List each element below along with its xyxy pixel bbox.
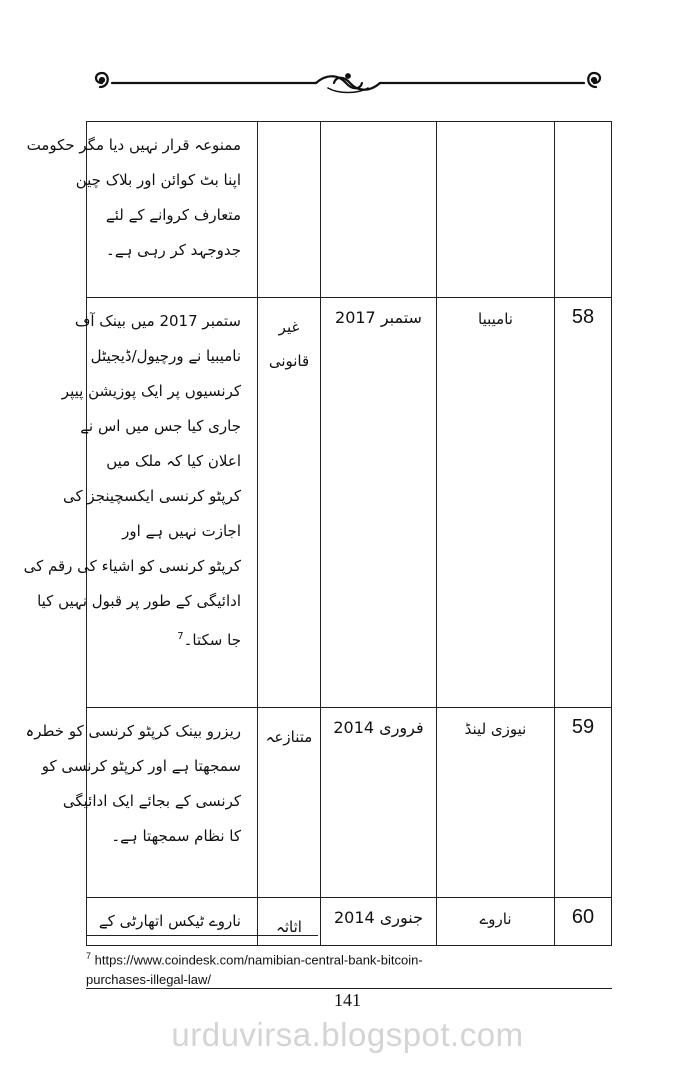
description-line [63,479,257,514]
description-text: کا نظام سمجھتا ہے۔ [111,827,241,845]
description-line [37,584,257,619]
footnote-marker: 7 [86,951,92,961]
description-line [61,374,257,409]
description-text: متعارف کروانے کے لئے [105,206,241,224]
status-line: متنازعہ [265,728,313,746]
description-text: ریزرو بینک کرپٹو کرنسی کو خطرہ [25,722,241,740]
status-line: غیر [278,318,300,336]
description-line [87,339,257,374]
description-line [41,749,257,784]
serial-number-cell: 60 [555,898,612,946]
status-cell [258,708,321,898]
description-text: کرنسی کے بجائے ایک ادائیگی [62,792,241,810]
status-line: اثاثہ [276,918,302,936]
date-cell: فروری 2014 [321,708,437,898]
description-text: ادائیگی کے طور پر قبول نہیں کیا [37,592,241,610]
crypto-status-table [23,121,612,946]
description-text: اپنا بٹ کوائن اور بلاک چین [75,171,241,189]
description-text: اعلان کیا کہ ملک میں [106,452,241,470]
country-cell: نامیبیا [437,298,555,708]
status-cell [258,298,321,708]
description-text: ناروے ٹیکس اتھارٹی کے [98,912,241,930]
description-text: ستمبر 2017 میں بینک آف [74,312,241,330]
description-line [87,619,257,658]
footnote-divider [86,935,318,936]
description-text: اجازت نہیں ہے اور [122,522,241,540]
country-cell: ناروے [437,898,555,946]
description-text: کرنسیوں پر ایک پوزیشن پیپر [61,382,241,400]
date-cell: ستمبر 2017 [321,298,437,708]
table-row [87,298,612,708]
description-text: کرپٹو کرنسی کو اشیاء کی رقم کی [23,557,241,575]
description-cell [26,122,258,298]
status-line: قانونی [268,352,310,370]
description-cell [25,708,258,898]
footnote-url-line1: https://www.coindesk.com/namibian-central-bank-bitcoin- [94,952,423,968]
description-text: جدوجہد کر رہی ہے۔ [106,241,241,259]
description-text: سمجھتا ہے اور کرپٹو کرنسی کو [41,757,241,775]
description-text: کرپٹو کرنسی ایکسچینجز کی [63,487,241,505]
description-text: نامیبیا نے ورچیول/ڈیجیٹل [90,347,241,365]
table-row [87,122,612,298]
description-line [62,784,257,819]
description-cell [87,898,258,946]
serial-number-cell: 58 [555,298,612,708]
serial-number-cell [555,122,612,298]
footnote [86,946,606,990]
description-line [87,198,257,233]
description-text: ممنوعہ قرار نہیں دیا مگر حکومت [26,136,241,154]
description-line [80,409,257,444]
serial-number-cell: 59 [555,708,612,898]
description-line [87,514,257,549]
header-ornament [88,62,608,102]
description-line [75,163,257,198]
description-line [87,904,257,939]
description-line [87,233,257,268]
page-number-divider [86,988,612,989]
description-line [87,819,257,854]
description-cell [23,298,258,708]
description-line [87,444,257,479]
watermark: urduvirsa.blogspot.com [171,1016,524,1053]
description-line [25,714,257,749]
description-line [74,304,257,339]
description-line [23,549,257,584]
date-cell: جنوری 2014 [321,898,437,946]
country-cell [437,122,555,298]
footnote-url-line2: purchases-illegal-law/ [86,972,211,988]
status-cell [258,122,321,298]
description-line [26,128,257,163]
country-cell: نیوزی لینڈ [437,708,555,898]
footnote-reference: 7 [177,631,184,642]
description-text: جا سکتا۔ [183,631,241,649]
date-cell [321,122,437,298]
page-number: 141 [334,990,361,1010]
status-cell [258,898,321,946]
table-row [87,708,612,898]
description-text: جاری کیا جس میں اس نے [80,417,241,435]
table-row [87,898,612,946]
